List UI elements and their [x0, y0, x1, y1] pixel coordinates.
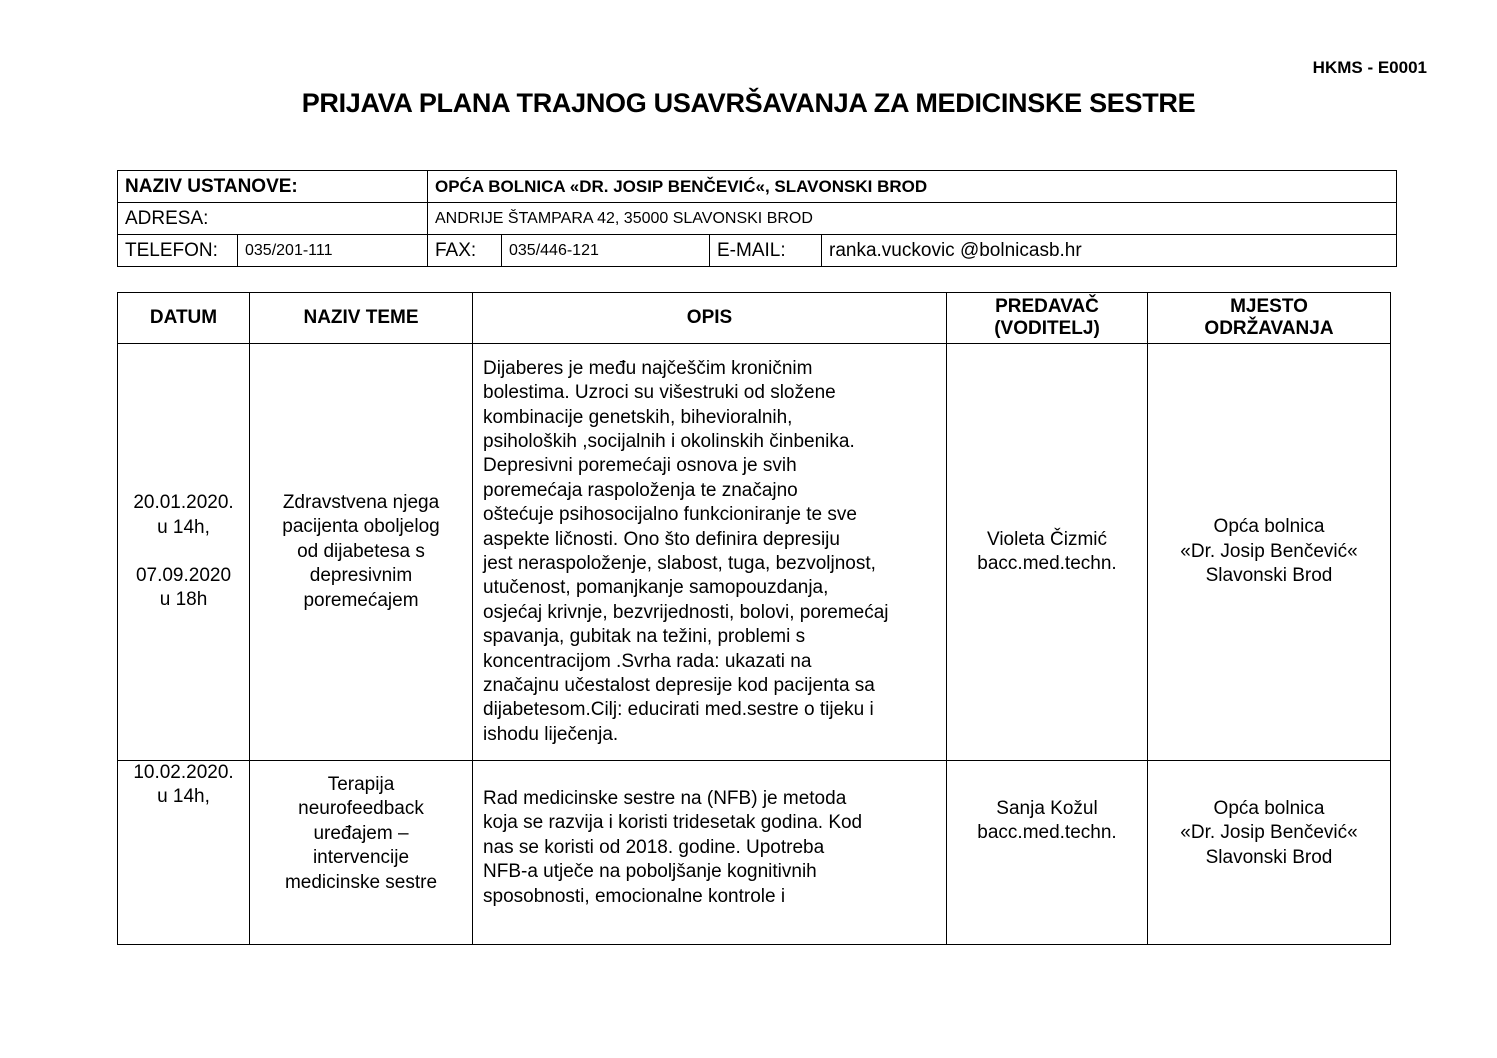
cell-line: utučenost, pomanjkanje samopouzdanja, [483, 577, 829, 599]
cell-line [118, 540, 249, 564]
cell-line: «Dr. Josip Benčević« [1180, 540, 1358, 562]
cell-line: sposobnosti, emocionalne kontrole i [483, 885, 786, 907]
cell-line: bacc.med.techn. [977, 553, 1117, 574]
institution-name-row [118, 171, 1397, 203]
email-label: E-MAIL: [710, 235, 822, 267]
header-datum: DATUM [118, 293, 250, 344]
header-tema: NAZIV TEME [250, 293, 473, 344]
phone-label: TELEFON: [118, 235, 238, 267]
cell-line: Terapija [327, 774, 395, 795]
page-title: PRIJAVA PLANA TRAJNOG USAVRŠAVANJA ZA MEDICINSKE SESTRE [301, 88, 1196, 118]
cell-line: oštećuje psihosocijalno funkcioniranje te sve [483, 504, 857, 526]
cell-line: 10.02.2020. [133, 762, 234, 783]
address-value: ANDRIJE ŠTAMPARA 42, 35000 SLAVONSKI BROD [428, 203, 1397, 235]
cell-line: depresivnim [309, 565, 413, 587]
header-mjesto-line1: MJESTO [1230, 296, 1308, 317]
cell-line: u 14h, [157, 516, 210, 538]
plan-header-row [118, 293, 1391, 344]
cell-line: pacijenta oboljelog [282, 516, 440, 538]
name-value: OPĆA BOLNICA «DR. JOSIP BENČEVIĆ«, SLAVONSKI BROD [428, 171, 1397, 203]
cell-line: u 18h [159, 589, 208, 611]
cell-line: poremećajem [303, 589, 419, 611]
institution-contact-row [118, 235, 1397, 267]
cell-line: spavanja, gubitak na težini, problemi s [483, 626, 806, 648]
cell-line: Violeta Čizmić [986, 528, 1108, 550]
cell-line: poremećaja raspoloženja te značajno [483, 479, 798, 501]
cell-line: neurofeedback [298, 798, 424, 820]
cell-line: Opća bolnica [1213, 516, 1325, 538]
cell-line: Dijaberes je među najčeščim kroničnim [483, 357, 813, 379]
cell-line: bolestima. Uzroci su višestruki od složene [483, 382, 836, 404]
cell-line: 20.01.2020. [133, 492, 234, 514]
cell-line: osjećaj krivnje, bezvrijednosti, bolovi, poremećaj [483, 601, 889, 623]
cell-line: Zdravstvena njega [282, 491, 440, 513]
cell-line: koja se razvija i koristi tridesetak godina. Kod [483, 812, 863, 834]
header-predavac [947, 293, 1148, 344]
opis-cell [473, 761, 947, 945]
cell-line: «Dr. Josip Benčević« [1180, 822, 1358, 844]
datum-cell [118, 344, 250, 761]
fax-value: 035/446-121 [502, 235, 710, 267]
predavac-cell [947, 761, 1148, 945]
cell-line: medicinske sestre [284, 871, 438, 893]
cell-line: ishodu liječenja. [483, 723, 619, 745]
cell-line: uređajem – [313, 822, 409, 844]
cell-line: jest neraspoloženje, slabost, tuga, bezvoljnost, [483, 553, 876, 574]
cell-line: psiholoških ,socijalnih i okolinskih činbenika. [483, 430, 855, 452]
header-mjesto [1148, 293, 1391, 344]
cell-line: značajnu učestalost depresije kod pacijenta sa [483, 675, 875, 697]
tema-cell [250, 761, 473, 945]
predavac-cell [947, 344, 1148, 761]
plan-table [117, 292, 1391, 945]
fax-label: FAX: [428, 235, 502, 267]
header-predavac-line1: PREDAVAČ [995, 296, 1099, 317]
table-row [118, 761, 1391, 945]
opis-cell [473, 344, 947, 761]
header-opis: OPIS [473, 293, 947, 344]
cell-line: 07.09.2020 [135, 565, 232, 586]
name-label: NAZIV USTANOVE: [118, 171, 428, 203]
header-predavac-line2: (VODITELJ) [994, 318, 1100, 339]
cell-line: kombinacije genetskih, bihevioralnih, [483, 406, 793, 428]
mjesto-cell [1148, 344, 1391, 761]
table-row [118, 344, 1391, 761]
cell-line: Slavonski Brod [1205, 846, 1333, 868]
header-mjesto-line2: ODRŽAVANJA [1204, 318, 1334, 339]
address-label: ADRESA: [118, 203, 428, 235]
cell-line: u 14h, [157, 786, 210, 808]
cell-line: Slavonski Brod [1205, 565, 1333, 587]
cell-line: Opća bolnica [1213, 798, 1325, 819]
email-value: ranka.vuckovic @bolnicasb.hr [822, 235, 1397, 267]
institution-address-row [118, 203, 1397, 235]
cell-line: od dijabetesa s [297, 540, 425, 562]
cell-line: Rad medicinske sestre na (NFB) je metoda [483, 788, 847, 809]
mjesto-cell [1148, 761, 1391, 945]
cell-line: dijabetesom.Cilj: educirati med.sestre o tijeku i [483, 699, 874, 721]
cell-line: bacc.med.techn. [977, 822, 1117, 844]
cell-line: aspekte ličnosti. Ono što definira depresiju [483, 528, 840, 550]
institution-table [117, 170, 1397, 267]
cell-line: Depresivni poremećaji osnova je svih [483, 455, 797, 477]
tema-cell [250, 344, 473, 761]
cell-line: NFB-a utječe na poboljšanje kognitivnih [483, 861, 817, 883]
datum-cell [118, 761, 250, 945]
form-code: HKMS - E0001 [1312, 58, 1427, 77]
cell-line: nas se koristi od 2018. godine. Upotreba [483, 836, 825, 858]
cell-line: koncentracijom .Svrha rada: ukazati na [483, 650, 812, 672]
phone-value: 035/201-111 [238, 235, 428, 267]
cell-line: Sanja Kožul [996, 798, 1098, 819]
cell-line: intervencije [312, 847, 410, 869]
